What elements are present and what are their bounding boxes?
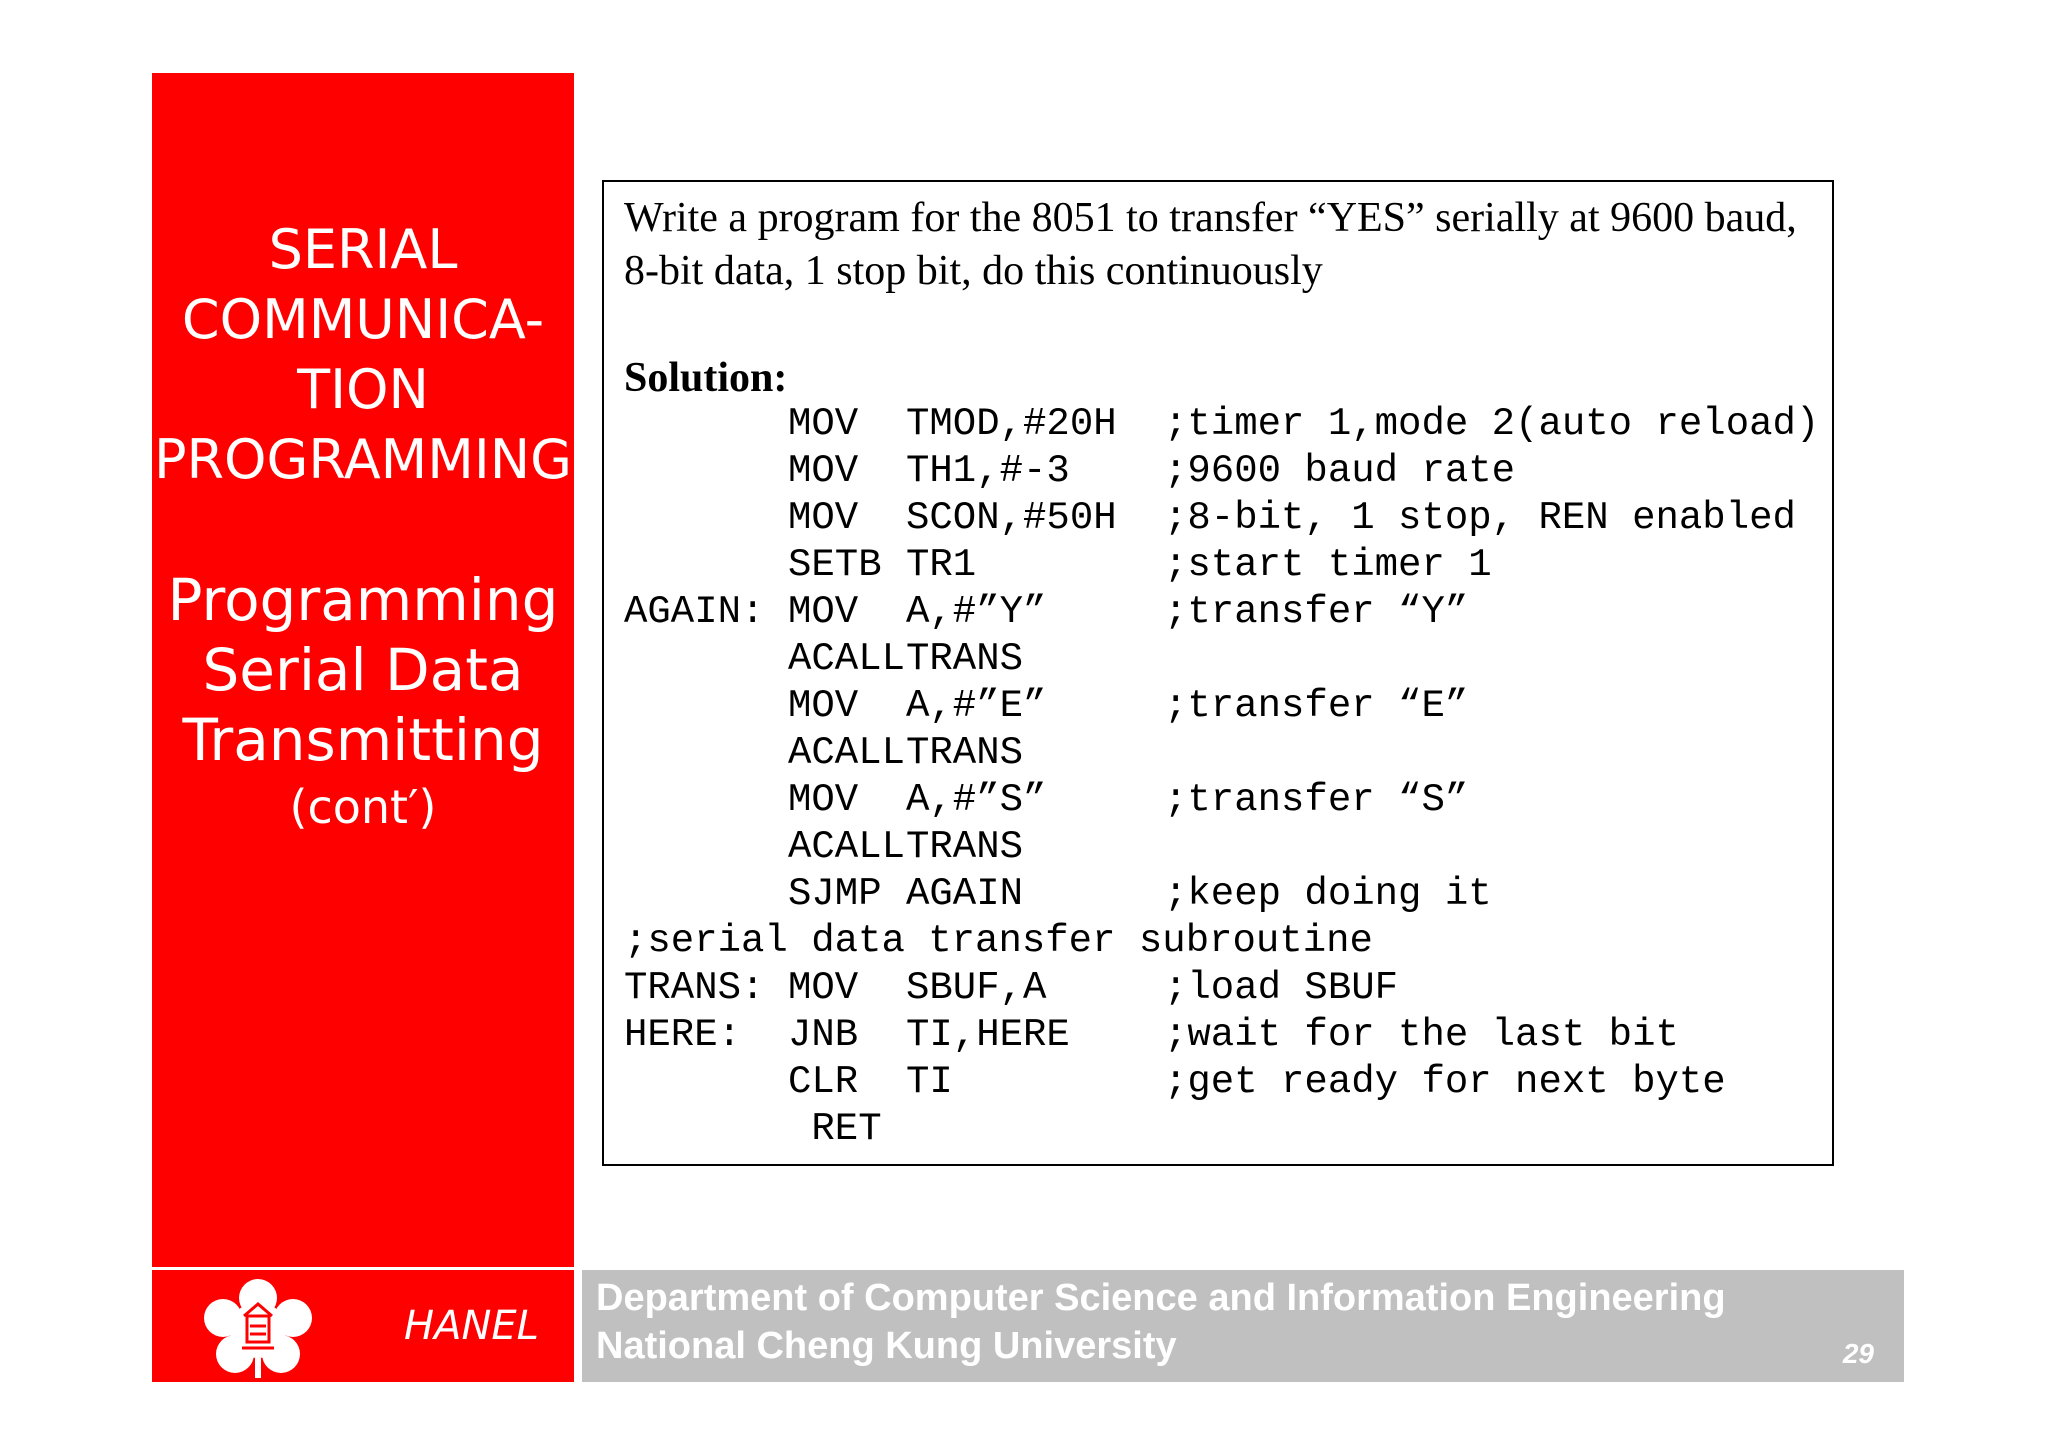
- code-mnemonic: SETB: [788, 543, 882, 587]
- department-name: Department of Computer Science and Information Engineering: [596, 1277, 1726, 1319]
- code-label: HERE:: [624, 1013, 742, 1057]
- section-title-line: COMMUNICA-: [181, 288, 545, 351]
- section-title-line: TION: [297, 358, 429, 421]
- section-title-line: SERIAL: [268, 218, 458, 281]
- code-operand: A,#”Y”: [906, 590, 1047, 634]
- code-operand: TH1,#-3: [906, 449, 1070, 493]
- subtitle-line: Transmitting: [182, 706, 544, 774]
- code-line: [624, 965, 1819, 1012]
- footer-right: [582, 1270, 1904, 1382]
- code-operand: TRANS: [906, 731, 1024, 775]
- code-comment: ;wait for the last bit: [1164, 1013, 1679, 1057]
- code-comment: ;load SBUF: [1164, 966, 1399, 1010]
- code-operand: A,#”S”: [906, 778, 1047, 822]
- code-comment: ;9600 baud rate: [1164, 449, 1516, 493]
- code-operand: AGAIN: [906, 872, 1024, 916]
- code-line: [624, 1012, 1819, 1059]
- problem-statement: Write a program for the 8051 to transfer “YES” serially at 9600 baud, 8-bit data, 1 stop bit, do this continuously: [624, 195, 1797, 294]
- code-mnemonic: ACALL: [788, 637, 906, 681]
- code-label: TRANS:: [624, 966, 765, 1010]
- code-line: [624, 683, 1819, 730]
- code-mnemonic: ACALL: [788, 825, 906, 869]
- footer-left: [152, 1270, 574, 1382]
- code-line: [624, 401, 1819, 448]
- code-comment: ;keep doing it: [1164, 872, 1492, 916]
- code-mnemonic: MOV: [788, 496, 859, 540]
- code-mnemonic: MOV: [788, 449, 859, 493]
- code-operand: TI,HERE: [906, 1013, 1070, 1057]
- code-mnemonic: JNB: [788, 1013, 859, 1057]
- subtitle-line: Serial Data: [202, 636, 524, 704]
- code-operand: A,#”E”: [906, 684, 1047, 728]
- code-comment: ;transfer “S”: [1164, 778, 1469, 822]
- code-line: [624, 589, 1819, 636]
- code-operand: TRANS: [906, 637, 1024, 681]
- page-number: 29: [1842, 1338, 1874, 1369]
- code-comment: ;serial data transfer subroutine: [624, 919, 1373, 963]
- code-comment: ;start timer 1: [1164, 543, 1492, 587]
- code-mnemonic: CLR: [788, 1060, 859, 1104]
- sidebar-panel: [152, 73, 574, 1267]
- university-emblem-icon: [202, 1276, 314, 1378]
- code-mnemonic: ACALL: [788, 731, 906, 775]
- code-line: [624, 730, 1819, 777]
- code-line: [624, 636, 1819, 683]
- code-operand: TR1: [906, 543, 977, 587]
- code-mnemonic: MOV: [788, 402, 859, 446]
- code-comment: ;transfer “Y”: [1164, 590, 1469, 634]
- code-line: [624, 871, 1819, 918]
- continued-label: (cont′): [289, 780, 437, 834]
- code-comment: ;timer 1,mode 2(auto reload): [1164, 402, 1820, 446]
- code-line: [624, 495, 1819, 542]
- code-label: AGAIN:: [624, 590, 765, 634]
- example-box: [602, 180, 1834, 1166]
- code-operand: TRANS: [906, 825, 1024, 869]
- code-listing: [624, 401, 1819, 1153]
- code-mnemonic: MOV: [788, 684, 859, 728]
- code-comment: ;8-bit, 1 stop, REN enabled: [1164, 496, 1796, 540]
- code-line: [624, 448, 1819, 495]
- code-line: [624, 824, 1819, 871]
- subtitle-line: Programming: [167, 566, 559, 634]
- code-comment: ;get ready for next byte: [1164, 1060, 1726, 1104]
- code-operand: TMOD,#20H: [906, 402, 1117, 446]
- code-mnemonic: MOV: [788, 966, 859, 1010]
- code-mnemonic: SJMP: [788, 872, 882, 916]
- code-operand: TI: [906, 1060, 953, 1104]
- code-operand: SCON,#50H: [906, 496, 1117, 540]
- code-line: [624, 1106, 1819, 1153]
- code-line: [624, 918, 1819, 965]
- code-line: [624, 777, 1819, 824]
- solution-label: Solution:: [624, 355, 788, 401]
- code-mnemonic: RET: [788, 1107, 882, 1151]
- code-mnemonic: MOV: [788, 778, 859, 822]
- section-title-line: PROGRAMMING: [153, 428, 573, 491]
- code-mnemonic: MOV: [788, 590, 859, 634]
- author-name: HANEL: [404, 1303, 539, 1349]
- section-title: [152, 215, 574, 495]
- code-line: [624, 1059, 1819, 1106]
- university-name: National Cheng Kung University: [596, 1325, 1177, 1367]
- code-comment: ;transfer “E”: [1164, 684, 1469, 728]
- code-line: [624, 542, 1819, 589]
- code-operand: SBUF,A: [906, 966, 1047, 1010]
- slide-subtitle: [152, 565, 574, 775]
